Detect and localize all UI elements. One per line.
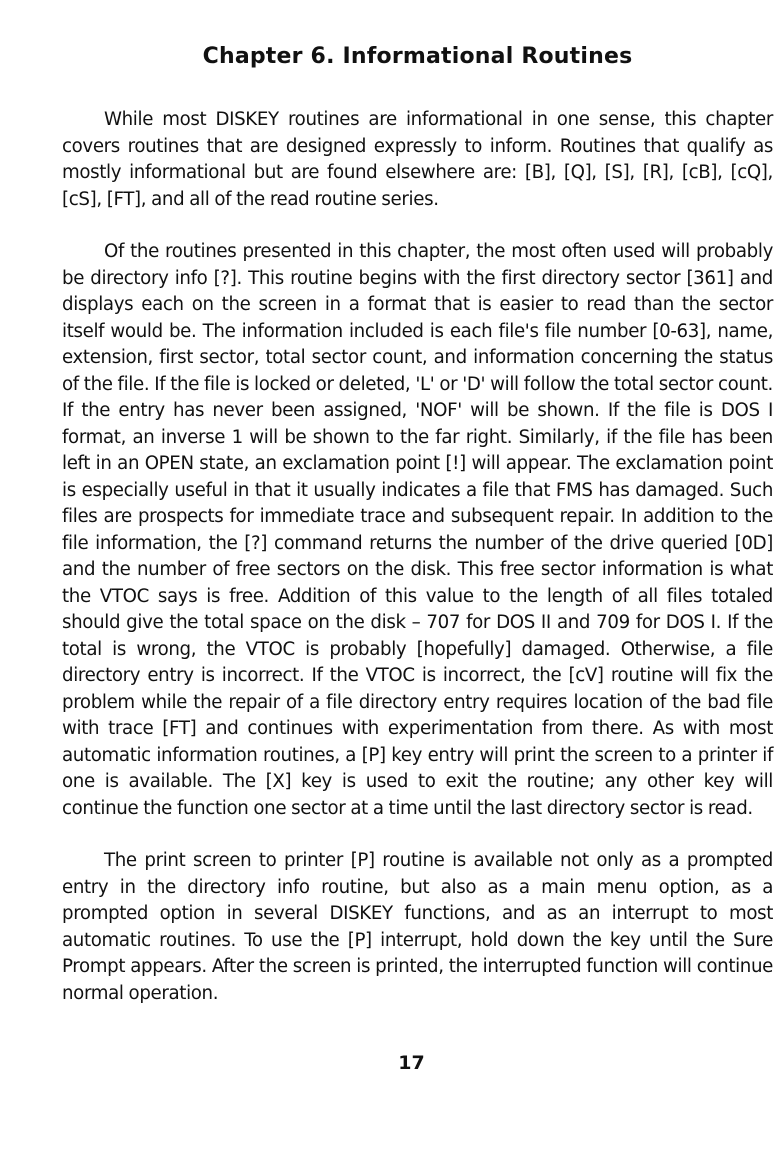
paragraph-directory-info: Of the routines presented in this chapter, the most often used will probably be directory info [?]. This routine begins with the first directory sector [361] and displays each on the screen in a format that is easier to read than the sector itself would be. The information included is each file's file number [0-63], name, extension, first sector, total sector count, and information concerning the status of the file. If the file is locked or deleted, 'L' or 'D' will follow the total sector count. If the entry has never been assigned, 'NOF' will be shown. If the file is DOS I format, an inverse 1 will be shown to the far right. Similarly, if the file has been left in an OPEN state, an exclamation point [!] will appear. The exclamation point is especially useful in that it usually indicates a file that FMS has damaged. Such files are prospects for immediate trace and subsequent repair. In addition to the file information, the [?] command returns the number of the drive queried [0D] and the number of free sectors on the disk. This free sector information is what the VTOC says is free. Addition of this value to the length of all files totaled should give the total space on the disk – 707 for DOS II and 709 for DOS I. If the total is wrong, the VTOC is probably [hopefully] damaged. Otherwise, a file directory entry is incorrect. If the VTOC is incorrect, the [cV] routine will fix the problem while the repair of a file directory entry requires location of the bad file with trace [FT] and continues with experimentation from there. As with most automatic information routines, a [P] key entry will print the screen to a printer if one is available. The [X] key is used to exit the routine; any other key will continue the function one sector at a time until the last directory sector is read. <box>62 241 773 819</box>
paragraph-print-screen: The print screen to printer [P] routine is available not only as a prompted entry in the directory info routine, but also as a main menu option, as a prompted option in several DISKEY functions, and as an interrupt to most automatic routines. To use the [P] interrupt, hold down the key until the Sure Prompt appears. After the screen is printed, the interrupted function will continue normal operation. <box>62 850 773 1004</box>
page-number: 17 <box>398 1052 425 1074</box>
chapter-title: Chapter 6. Informational Routines <box>202 44 633 69</box>
paragraph-intro: While most DISKEY routines are informational in one sense, this chapter covers routines that are designed expressly to inform. Routines that qualify as mostly informational but are found elsewhere are: [B], [Q], [S], [R], [cB], [cQ], [cS], [FT], and all of the read routine series. <box>62 109 773 210</box>
